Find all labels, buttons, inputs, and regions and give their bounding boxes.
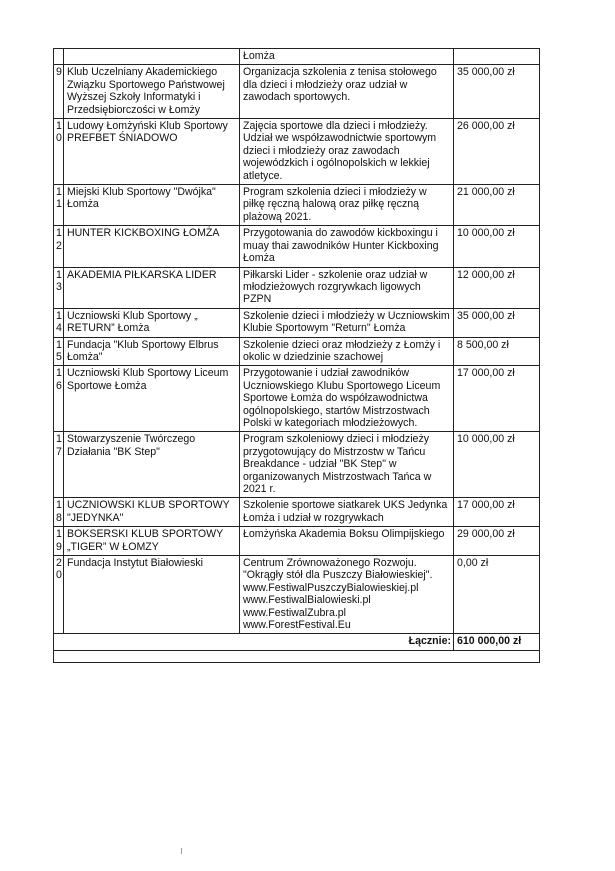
table-row bbox=[54, 308, 540, 337]
row-number: 20 bbox=[54, 556, 64, 634]
task-description: Program szkoleniowy dzieci i młodzieży przygotowujący do Mistrzostw w Tańcu Breakdance - udział "BK Step" w organizowanych Mistrzostwach Tańca w 2021 r. bbox=[240, 432, 454, 498]
table-row bbox=[54, 498, 540, 527]
blank-row bbox=[54, 650, 540, 662]
task-description: Centrum Zrównoważonego Rozwoju. "Okrągły stół dla Puszczy Białowieskiej". www.FestiwalPuszczyBialowieskiej.pl www.FestiwalBialowieski.pl www.FestiwalZubra.pl www.ForestFestival.Eu bbox=[240, 556, 454, 634]
task-description: Łomża bbox=[240, 49, 454, 65]
table-row bbox=[54, 527, 540, 556]
row-number bbox=[54, 49, 64, 65]
grant-amount: 26 000,00 zł bbox=[454, 119, 540, 185]
organization-name: Stowarzyszenie Twórczego Działania "BK Step" bbox=[64, 432, 240, 498]
organization-name: Klub Uczelniany Akademickiego Związku Sportowego Państwowej Wyższej Szkoły Informatyki i Przedsiębiorczości w Łomży bbox=[64, 65, 240, 119]
organization-name: BOKSERSKI KLUB SPORTOWY „TIGER” W ŁOMZY bbox=[64, 527, 240, 556]
organization-name: Fundacja Instytut Białowieski bbox=[64, 556, 240, 634]
organization-name: Ludowy Łomżyński Klub Sportowy PREFBET ŚNIADOWO bbox=[64, 119, 240, 185]
organization-name: Miejski Klub Sportowy "Dwójka" Łomża bbox=[64, 185, 240, 226]
organization-name: Uczniowski Klub Sportowy „ RETURN” Łomża bbox=[64, 308, 240, 337]
table-row-continued bbox=[54, 49, 540, 65]
task-description: Organizacja szkolenia z tenisa stołowego dla dzieci i młodzieży oraz udział w zawodach sportowych. bbox=[240, 65, 454, 119]
row-number: 12 bbox=[54, 226, 64, 267]
task-description: Piłkarski Lider - szkolenie oraz udział w młodzieżowych rozgrywkach ligowych PZPN bbox=[240, 267, 454, 308]
grant-amount: 17 000,00 zł bbox=[454, 498, 540, 527]
row-number: 11 bbox=[54, 185, 64, 226]
row-number: 13 bbox=[54, 267, 64, 308]
grant-table-page bbox=[53, 48, 539, 663]
scan-mark bbox=[181, 848, 182, 854]
table-row bbox=[54, 65, 540, 119]
row-number: 19 bbox=[54, 527, 64, 556]
total-row bbox=[54, 634, 540, 650]
grant-amount: 29 000,00 zł bbox=[454, 527, 540, 556]
organization-name: HUNTER KICKBOXING ŁOMŻA bbox=[64, 226, 240, 267]
table-row bbox=[54, 119, 540, 185]
task-description: Szkolenie dzieci i młodzieży w Uczniowskim Klubie Sportowym "Return" Łomża bbox=[240, 308, 454, 337]
row-number: 15 bbox=[54, 337, 64, 366]
total-value: 610 000,00 zł bbox=[454, 634, 540, 650]
row-number: 18 bbox=[54, 498, 64, 527]
blank-cell bbox=[54, 650, 540, 662]
grant-table bbox=[53, 48, 540, 663]
task-description: Przygotowania do zawodów kickboxingu i muay thai zawodników Hunter Kickboxing Łomża bbox=[240, 226, 454, 267]
grant-amount: 10 000,00 zł bbox=[454, 226, 540, 267]
row-number: 17 bbox=[54, 432, 64, 498]
grant-amount bbox=[454, 49, 540, 65]
table-row bbox=[54, 432, 540, 498]
organization-name: AKADEMIA PIŁKARSKA LIDER bbox=[64, 267, 240, 308]
total-label: Łącznie: bbox=[54, 634, 454, 650]
task-description: Przygotowanie i udział zawodników Uczniowskiego Klubu Sportowego Liceum Sportowe Łomża do współzawodnictwa ogólnopolskiego, startów Mistrzostwach Polski w kategoriach młodzieżowych. bbox=[240, 366, 454, 432]
grant-amount: 10 000,00 zł bbox=[454, 432, 540, 498]
table-row bbox=[54, 556, 540, 634]
table-row bbox=[54, 185, 540, 226]
grant-amount: 8 500,00 zł bbox=[454, 337, 540, 366]
grant-amount: 35 000,00 zł bbox=[454, 65, 540, 119]
organization-name: Fundacja "Klub Sportowy Elbrus Łomża" bbox=[64, 337, 240, 366]
task-description: Szkolenie sportowe siatkarek UKS Jedynka Łomża i udział w rozgrywkach bbox=[240, 498, 454, 527]
task-description: Łomżyńska Akademia Boksu Olimpijskiego bbox=[240, 527, 454, 556]
task-description: Zajęcia sportowe dla dzieci i młodzieży. Udział we współzawodnictwie sportowym dzieci i młodzieży oraz zawodach wojewódzkich i ogólnopolskich w lekkiej atletyce. bbox=[240, 119, 454, 185]
grant-amount: 17 000,00 zł bbox=[454, 366, 540, 432]
grant-amount: 12 000,00 zł bbox=[454, 267, 540, 308]
task-description: Program szkolenia dzieci i młodzieży w piłkę ręczną halową oraz piłkę ręczną plażową 2021. bbox=[240, 185, 454, 226]
grant-amount: 21 000,00 zł bbox=[454, 185, 540, 226]
organization-name bbox=[64, 49, 240, 65]
grant-amount: 0,00 zł bbox=[454, 556, 540, 634]
table-row bbox=[54, 366, 540, 432]
task-description: Szkolenie dzieci oraz młodzieży z Łomży i okolic w dziedzinie szachowej bbox=[240, 337, 454, 366]
row-number: 10 bbox=[54, 119, 64, 185]
table-row bbox=[54, 337, 540, 366]
row-number: 16 bbox=[54, 366, 64, 432]
table-row bbox=[54, 226, 540, 267]
table-row bbox=[54, 267, 540, 308]
row-number: 14 bbox=[54, 308, 64, 337]
row-number: 9 bbox=[54, 65, 64, 119]
organization-name: UCZNIOWSKI KLUB SPORTOWY "JEDYNKA" bbox=[64, 498, 240, 527]
organization-name: Uczniowski Klub Sportowy Liceum Sportowe Łomża bbox=[64, 366, 240, 432]
grant-amount: 35 000,00 zł bbox=[454, 308, 540, 337]
